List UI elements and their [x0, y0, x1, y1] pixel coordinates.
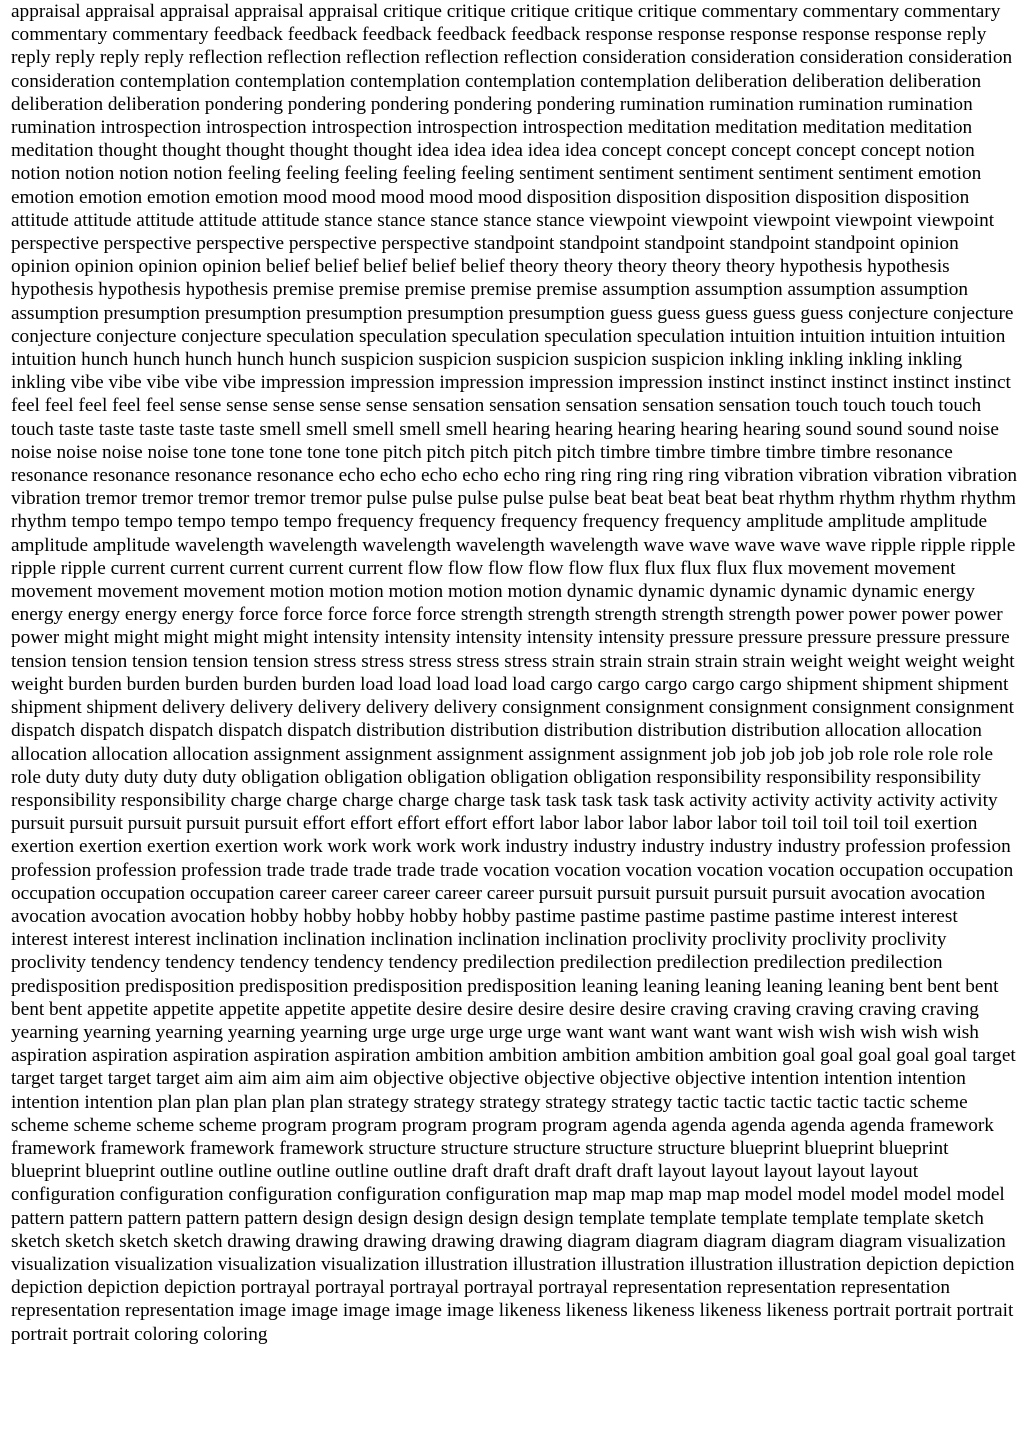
word-list-paragraph: appraisal appraisal appraisal appraisal appraisal critique critique critique critique critique commentary commentary commentary commentary commentary feedback feedback feedback feedback feedback response response response response response reply reply reply reply reply reflection reflection reflection reflection reflection consideration consideration consideration consideration consideration contemplation contemplation contemplation contemplation contemplation deliberation deliberation deliberation deliberation deliberation pondering pondering pondering pondering pondering rumination rumination rumination rumination rumination introspection introspection introspection introspection introspection meditation meditation meditation meditation meditation thought thought thought thought thought idea idea idea idea idea concept concept concept concept concept notion notion notion notion notion feeling feeling feeling feeling feeling sentiment sentiment sentiment sentiment sentiment emotion emotion emotion emotion emotion mood mood mood mood mood disposition disposition disposition disposition disposition attitude attitude attitude attitude attitude stance stance stance stance stance viewpoint viewpoint viewpoint viewpoint viewpoint perspective perspective perspective perspective perspective standpoint standpoint standpoint standpoint standpoint opinion opinion opinion opinion opinion belief belief belief belief belief theory theory theory theory theory hypothesis hypothesis hypothesis hypothesis hypothesis premise premise premise premise premise assumption assumption assumption assumption assumption presumption presumption presumption presumption presumption guess guess guess guess guess conjecture conjecture conjecture conjecture conjecture speculation speculation speculation speculation speculation intuition intuition intuition intuition intuition hunch hunch hunch hunch hunch suspicion suspicion suspicion suspicion suspicion inkling inkling inkling inkling inkling vibe vibe vibe vibe vibe impression impression impression impression impression instinct instinct instinct instinct instinct feel feel feel feel feel sense sense sense sense sense sensation sensation sensation sensation sensation touch touch touch touch touch taste taste taste taste taste smell smell smell smell smell hearing hearing hearing hearing hearing sound sound sound noise noise noise noise noise tone tone tone tone tone pitch pitch pitch pitch pitch timbre timbre timbre timbre timbre resonance resonance resonance resonance resonance echo echo echo echo echo ring ring ring ring ring vibration vibration vibration vibration vibration tremor tremor tremor tremor tremor pulse pulse pulse pulse pulse beat beat beat beat beat rhythm rhythm rhythm rhythm rhythm tempo tempo tempo tempo tempo frequency frequency frequency frequency frequency amplitude amplitude amplitude amplitude amplitude wavelength wavelength wavelength wavelength wavelength wave wave wave wave wave ripple ripple ripple ripple ripple current current current current current flow flow flow flow flow flux flux flux flux flux movement movement movement movement movement motion motion motion motion motion dynamic dynamic dynamic dynamic dynamic energy energy energy energy energy force force force force force strength strength strength strength strength power power power power power might might might might might intensity intensity intensity intensity intensity pressure pressure pressure pressure pressure tension tension tension tension tension stress stress stress stress stress strain strain strain strain strain weight weight weight weight weight burden burden burden burden burden load load load load load cargo cargo cargo cargo cargo shipment shipment shipment shipment shipment delivery delivery delivery delivery delivery consignment consignment consignment consignment consignment dispatch dispatch dispatch dispatch dispatch distribution distribution distribution distribution distribution allocation allocation allocation allocation allocation assignment assignment assignment assignment assignment job job job job job role role role role role duty duty duty duty duty obligation obligation obligation obligation obligation responsibility responsibility responsibility responsibility responsibility charge charge charge charge charge task task task task task activity activity activity activity activity pursuit pursuit pursuit pursuit pursuit effort effort effort effort effort labor labor labor labor labor toil toil toil toil toil exertion exertion exertion exertion exertion work work work work work industry industry industry industry industry profession profession profession profession profession trade trade trade trade trade vocation vocation vocation vocation vocation occupation occupation occupation occupation occupation career career career career career pursuit pursuit pursuit pursuit pursuit avocation avocation avocation avocation avocation hobby hobby hobby hobby hobby pastime pastime pastime pastime pastime interest interest interest interest interest inclination inclination inclination inclination inclination proclivity proclivity proclivity proclivity proclivity tendency tendency tendency tendency tendency predilection predilection predilection predilection predilection predisposition predisposition predisposition predisposition predisposition leaning leaning leaning leaning leaning bent bent bent bent bent appetite appetite appetite appetite appetite desire desire desire desire desire craving craving craving craving craving yearning yearning yearning yearning yearning urge urge urge urge urge want want want want want wish wish wish wish wish aspiration aspiration aspiration aspiration aspiration ambition ambition ambition ambition ambition goal goal goal goal goal target target target target target aim aim aim aim aim objective objective objective objective objective intention intention intention intention intention plan plan plan plan plan strategy strategy strategy strategy strategy tactic tactic tactic tactic tactic scheme scheme scheme scheme scheme program program program program program agenda agenda agenda agenda agenda framework framework framework framework framework structure structure structure structure structure blueprint blueprint blueprint blueprint blueprint outline outline outline outline outline draft draft draft draft draft layout layout layout layout layout configuration configuration configuration configuration configuration map map map map map model model model model model pattern pattern pattern pattern pattern design design design design design template template template template template sketch sketch sketch sketch sketch drawing drawing drawing drawing drawing diagram diagram diagram diagram diagram visualization visualization visualization visualization visualization illustration illustration illustration illustration illustration depiction depiction depiction depiction depiction portrayal portrayal portrayal portrayal portrayal representation representation representation representation representation image image image image image likeness likeness likeness likeness likeness portrait portrait portrait portrait portrait coloring coloring	[11, 1, 1017, 1345]
